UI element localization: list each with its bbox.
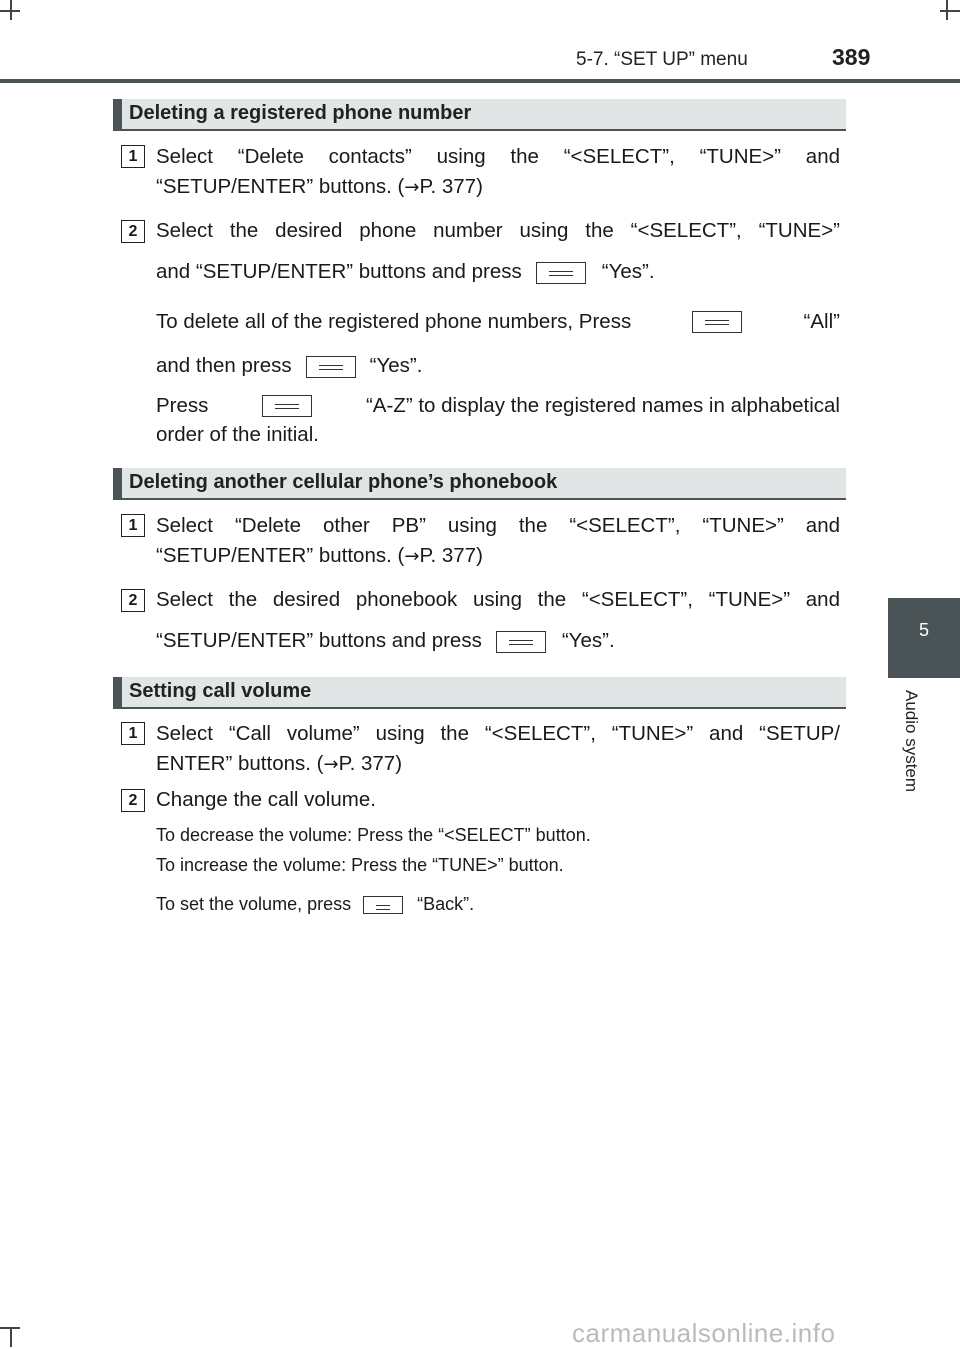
step-number: 2 — [121, 589, 145, 612]
dash-button-icon — [363, 896, 403, 914]
step-note: To increase the volume: Press the “TUNE>” button. — [156, 855, 564, 875]
crop-mark — [10, 1327, 12, 1347]
section-title: Setting call volume — [129, 680, 312, 702]
arrow-icon: → — [404, 546, 420, 567]
arrow-icon: → — [323, 754, 339, 775]
step-text: “SETUP/ENTER” buttons. (→P. 377) — [156, 544, 483, 567]
crop-mark — [0, 1327, 20, 1329]
step-text: Select the desired phonebook using the “<SELECT”, “TUNE>” and — [156, 588, 840, 611]
section-heading — [113, 468, 846, 500]
dash-button-icon — [692, 311, 742, 333]
section-title: Deleting a registered phone number — [129, 102, 472, 124]
step-text: Select “Delete contacts” using the “<SELECT”, “TUNE>” and — [156, 145, 840, 168]
chapter-tab — [888, 598, 960, 678]
section-heading — [113, 677, 846, 709]
step-note: To delete all of the registered phone numbers, Press “All” — [156, 310, 840, 333]
step-text: ENTER” buttons. (→P. 377) — [156, 752, 403, 775]
step-number: 1 — [121, 514, 145, 537]
step-text: Select “Delete other PB” using the “<SELECT”, “TUNE>” and — [156, 514, 840, 537]
dash-button-icon — [536, 262, 586, 284]
step-number: 2 — [121, 220, 145, 243]
watermark-text: carmanualsonline.info — [572, 1318, 836, 1348]
step-text: “SETUP/ENTER” buttons and press “Yes”. — [156, 629, 615, 652]
dash-button-icon — [496, 631, 546, 653]
page-number: 389 — [832, 44, 871, 70]
step-number: 1 — [121, 722, 145, 745]
step-note: To decrease the volume: Press the “<SELECT” button. — [156, 825, 591, 845]
step-note: order of the initial. — [156, 423, 319, 446]
step-text: Select the desired phone number using the “<SELECT”, “TUNE>” — [156, 219, 840, 242]
arrow-icon: → — [404, 177, 420, 198]
step-text: “SETUP/ENTER” buttons. (→P. 377) — [156, 175, 483, 198]
section-heading — [113, 99, 846, 131]
running-header: 5-7. “SET UP” menu — [576, 49, 748, 70]
crop-mark — [0, 10, 20, 12]
section-title: Deleting another cellular phone’s phonebook — [129, 471, 558, 493]
step-number: 2 — [121, 789, 145, 812]
crop-mark — [940, 10, 960, 12]
step-number: 1 — [121, 145, 145, 168]
dash-button-icon — [306, 356, 356, 378]
step-note: and then press “Yes”. — [156, 354, 423, 377]
step-note: To set the volume, press “Back”. — [156, 894, 475, 914]
chapter-number: 5 — [918, 620, 929, 640]
dash-button-icon — [262, 395, 312, 417]
step-text: Select “Call volume” using the “<SELECT”, “TUNE>” and “SETUP/ — [156, 722, 840, 745]
step-note: Press “A-Z” to display the registered names in alphabetical — [156, 394, 840, 417]
header-rule — [0, 79, 960, 83]
chapter-title: Audio system — [902, 690, 921, 793]
step-text: Change the call volume. — [156, 788, 376, 811]
step-text: and “SETUP/ENTER” buttons and press “Yes”. — [156, 260, 655, 283]
